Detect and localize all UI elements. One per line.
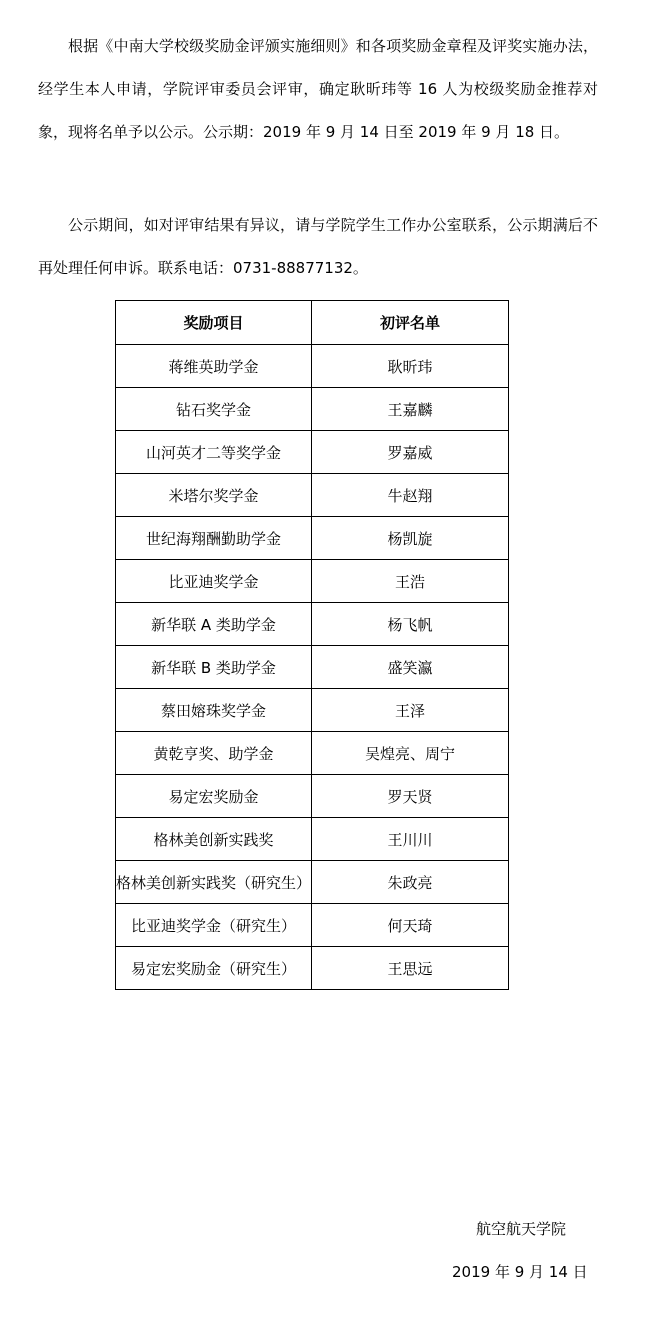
award-name-cell: 比亚迪奖学金（研究生） — [116, 904, 312, 947]
table-row — [116, 904, 509, 947]
table-row — [116, 560, 509, 603]
award-name-cell: 黄乾亨奖、助学金 — [116, 732, 312, 775]
table-row — [116, 345, 509, 388]
nominee-cell: 朱政亮 — [312, 861, 509, 904]
nominee-cell: 罗嘉威 — [312, 431, 509, 474]
nominee-cell: 牛赵翔 — [312, 474, 509, 517]
award-name-cell: 钻石奖学金 — [116, 388, 312, 431]
nominee-cell: 何天琦 — [312, 904, 509, 947]
award-nominee-table — [115, 300, 509, 990]
notice-paragraph-objection: 公示期间，如对评审结果有异议，请与学院学生工作办公室联系，公示期满后不再处理任何申诉。联系电话：0731-88877132。 — [38, 216, 598, 277]
header-award-item: 奖励项目 — [116, 301, 312, 345]
award-name-cell: 格林美创新实践奖 — [116, 818, 312, 861]
award-name-cell: 蒋维英助学金 — [116, 345, 312, 388]
nominee-cell: 王思远 — [312, 947, 509, 990]
table-header-row — [116, 301, 509, 345]
table-row — [116, 474, 509, 517]
table-row — [116, 775, 509, 818]
award-name-cell: 新华联 B 类助学金 — [116, 646, 312, 689]
nominee-cell: 王浩 — [312, 560, 509, 603]
table-row — [116, 689, 509, 732]
award-name-cell: 米塔尔奖学金 — [116, 474, 312, 517]
nominee-cell: 罗天贤 — [312, 775, 509, 818]
table-row — [116, 431, 509, 474]
nominee-cell: 杨凯旋 — [312, 517, 509, 560]
table-row — [116, 818, 509, 861]
table-row — [116, 646, 509, 689]
nominee-cell: 王川川 — [312, 818, 509, 861]
table-row — [116, 947, 509, 990]
award-name-cell: 新华联 A 类助学金 — [116, 603, 312, 646]
award-name-cell: 格林美创新实践奖（研究生） — [116, 861, 312, 904]
signature-organization: 航空航天学院 — [476, 1220, 567, 1238]
nominee-cell: 吴煌亮、周宁 — [312, 732, 509, 775]
table-row — [116, 861, 509, 904]
table-row — [116, 388, 509, 431]
nominee-cell: 耿昕玮 — [312, 345, 509, 388]
nominee-cell: 盛笑瀛 — [312, 646, 509, 689]
award-name-cell: 世纪海翔酬勤助学金 — [116, 517, 312, 560]
award-name-cell: 蔡田嫆珠奖学金 — [116, 689, 312, 732]
nominee-cell: 王嘉麟 — [312, 388, 509, 431]
award-name-cell: 易定宏奖励金（研究生） — [116, 947, 312, 990]
award-name-cell: 比亚迪奖学金 — [116, 560, 312, 603]
nominee-cell: 杨飞帆 — [312, 603, 509, 646]
award-name-cell: 易定宏奖励金 — [116, 775, 312, 818]
table-row — [116, 603, 509, 646]
award-name-cell: 山河英才二等奖学金 — [116, 431, 312, 474]
table-row — [116, 517, 509, 560]
header-nominee-list: 初评名单 — [312, 301, 509, 345]
notice-paragraph-intro: 根据《中南大学校级奖励金评颁实施细则》和各项奖励金章程及评奖实施办法，经学生本人申请，学院评审委员会评审，确定耿昕玮等 16 人为校级奖励金推荐对象，现将名单予以公示。公示期：2019 年 9 月 14 日至 2019 年 9 月 18 日。 — [38, 37, 598, 141]
nominee-cell: 王泽 — [312, 689, 509, 732]
table-row — [116, 732, 509, 775]
signature-date: 2019 年 9 月 14 日 — [452, 1263, 588, 1281]
